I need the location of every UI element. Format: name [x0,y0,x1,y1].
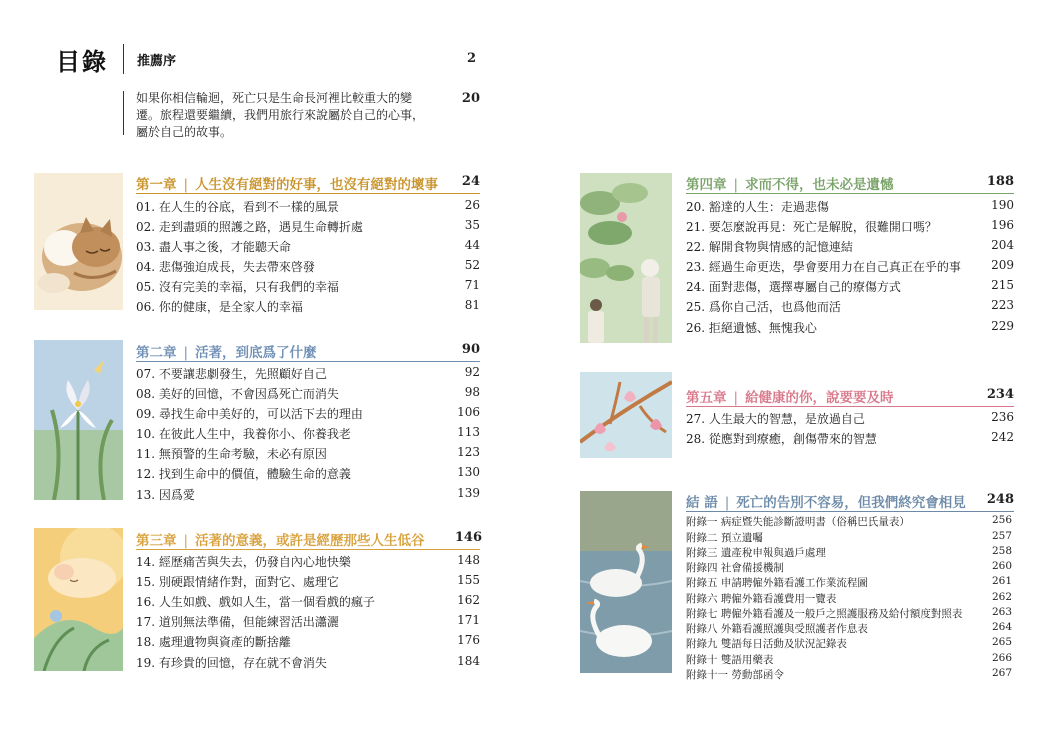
intro-line: 如果你相信輪迴，死亡只是生命長河裡比較重大的變 [136,91,413,105]
title-divider [123,44,124,74]
toc-entry-page: 236 [991,410,1014,424]
conclusion-underline [686,511,1014,512]
appendix-page: 267 [991,667,1012,679]
chapter-4-heading[interactable]: 第四章 | 求而不得，也未必是遺憾 [686,177,894,193]
chapter-label: 第四章 [686,177,727,193]
toc-entry-page: 184 [457,654,480,668]
appendix-entry[interactable]: 附錄九 雙語每日活動及狀況記錄表 [686,638,847,650]
appendix-page: 257 [991,530,1012,542]
toc-entry[interactable]: 17. 道別無法準備，但能練習活出瀟灑 [136,615,339,629]
appendix-page: 260 [991,560,1012,572]
chapter-label: 第二章 [136,345,177,361]
toc-entry[interactable]: 06. 你的健康，是全家人的幸福 [136,300,303,314]
toc-entry-page: 215 [991,278,1014,292]
toc-entry-page: 162 [457,593,480,607]
toc-entry[interactable]: 28. 從應對到療癒，創傷帶來的智慧 [686,432,877,446]
chapter-title: 活著的意義，或許是經歷那些人生低谷 [195,533,425,549]
chapter-3-image [34,528,123,671]
toc-entry[interactable]: 14. 經歷痛苦與失去，仍發自內心地快樂 [136,555,351,569]
toc-title: 目錄 [56,47,108,76]
toc-entry-page: 139 [457,486,480,500]
toc-entry[interactable]: 25. 爲你自己活，也爲他而活 [686,300,841,314]
toc-entry-page: 98 [464,385,480,399]
toc-entry[interactable]: 11. 無預警的生命考驗，未必有原因 [136,447,327,461]
toc-entry[interactable]: 02. 走到盡頭的照護之路，遇見生命轉折處 [136,220,363,234]
toc-entry[interactable]: 05. 沒有完美的幸福，只有我們的幸福 [136,280,339,294]
conclusion-label: 結 語 [686,495,718,511]
appendix-entry[interactable]: 附錄十一 勞動部函令 [686,669,784,681]
chapter-label: 第五章 [686,390,727,406]
intro-line: 屬於自己的故事。 [136,125,233,139]
chapter-5-image [580,372,672,458]
appendix-entry[interactable]: 附錄十 雙語用藥表 [686,654,774,666]
toc-entry-page: 26 [464,198,480,212]
toc-entry[interactable]: 22. 解開食物與情感的記憶連結 [686,240,853,254]
toc-entry-page: 171 [457,613,480,627]
intro-text[interactable] [136,90,466,141]
appendix-entry[interactable]: 附錄四 社會備援機制 [686,562,784,574]
toc-entry[interactable]: 08. 美好的回憶，不會因爲死亡而消失 [136,387,339,401]
appendix-page: 266 [991,652,1012,664]
toc-entry-page: 190 [991,198,1014,212]
chapter-2-image [34,340,123,500]
intro-line: 遷。旅程還要繼續，我們用旅行來說屬於自己的心事， [136,108,425,122]
toc-entry-page: 92 [464,365,480,379]
chapter-1-underline [136,193,480,194]
chapter-3-heading[interactable]: 第三章 | 活著的意義，或許是經歷那些人生低谷 [136,533,425,549]
magnolia-icon [580,372,672,458]
toc-entry[interactable]: 10. 在彼此人生中，我養你小、你養我老 [136,427,351,441]
chapter-3-page: 146 [454,530,482,545]
toc-entry-page: 106 [457,405,480,419]
toc-entry[interactable]: 19. 有珍貴的回憶，存在就不會消失 [136,656,327,670]
chapter-title: 人生沒有絕對的好事，也沒有絕對的壞事 [195,177,439,193]
appendix-page: 264 [991,621,1012,633]
chapter-5-underline [686,406,1014,407]
chapter-title: 求而不得，也未必是遺憾 [745,177,894,193]
toc-entry[interactable]: 13. 因爲愛 [136,488,195,502]
toc-entry-page: 204 [991,238,1014,252]
toc-entry[interactable]: 03. 盡人事之後，才能聽天命 [136,240,291,254]
appendix-entry[interactable]: 附錄三 遺產稅申報與過戶處理 [686,547,826,559]
appendix-entry[interactable]: 附錄二 預立遺囑 [686,532,763,544]
appendix-entry[interactable]: 附錄八 外籍看護照護與受照護者作息表 [686,623,868,635]
preface-title[interactable]: 推薦序 [137,54,177,69]
toc-entry[interactable]: 01. 在人生的谷底，看到不一樣的風景 [136,200,339,214]
appendix-entry[interactable]: 附錄七 聘僱外籍看護及一般戶之照護服務及給付額度對照表 [686,608,963,620]
toc-entry-page: 35 [464,218,480,232]
swans-icon [580,491,672,673]
appendix-page: 262 [991,591,1012,603]
appendix-page: 261 [991,575,1012,587]
chapter-5-page: 234 [986,387,1014,402]
toc-entry[interactable]: 16. 人生如戲、戲如人生，當一個看戲的瘋子 [136,595,375,609]
chapter-title: 給健康的你，說要要及時 [745,390,894,406]
toc-entry-page: 176 [457,633,480,647]
toc-entry-page: 223 [991,298,1014,312]
conclusion-image [580,491,672,673]
toc-entry-page: 123 [457,445,480,459]
chapter-2-page: 90 [461,342,480,357]
chapter-4-image [580,173,672,343]
preface-page: 2 [466,51,476,66]
appendix-page: 258 [991,545,1012,557]
appendix-entry[interactable]: 附錄五 申請聘僱外籍看護工作業流程圖 [686,577,868,589]
iris-flower-icon [34,340,123,500]
conclusion-heading[interactable]: 結 語 | 死亡的告別不容易，但我們終究會相見 [686,495,966,511]
intro-divider [123,91,124,135]
toc-entry-page: 44 [464,238,480,252]
toc-entry-page: 71 [464,278,480,292]
appendix-entry[interactable]: 附錄一 病症暨失能診斷證明書（俗稱巴氏量表） [686,516,910,528]
toc-entry-page: 229 [991,319,1014,333]
toc-entry[interactable]: 27. 人生最大的智慧，是放過自己 [686,412,865,426]
toc-entry-page: 196 [991,218,1014,232]
toc-entry[interactable]: 07. 不要讓悲劇發生，先照顧好自己 [136,367,327,381]
toc-entry-page: 113 [457,425,480,439]
chapter-1-image [34,173,123,310]
sleeping-cat-icon [34,173,123,310]
chapter-1-heading[interactable]: 第一章 | 人生沒有絕對的好事，也沒有絕對的壞事 [136,177,439,193]
intro-page: 20 [461,91,480,106]
toc-entry[interactable]: 04. 悲傷強迫成長，失去帶來啓發 [136,260,315,274]
appendix-page: 263 [991,606,1012,618]
toc-entry[interactable]: 26. 拒絕遺憾、無愧我心 [686,321,817,335]
conclusion-page: 248 [986,492,1014,507]
toc-entry-page: 155 [457,573,480,587]
chapter-title: 活著，到底爲了什麼 [195,345,317,361]
toc-entry[interactable]: 24. 面對悲傷，選擇專屬自己的療傷方式 [686,280,901,294]
sleeping-hamster-icon [34,528,123,671]
lotus-pond-icon [580,173,672,343]
chapter-5-heading[interactable]: 第五章 | 給健康的你，說要要及時 [686,390,894,406]
conclusion-title: 死亡的告別不容易，但我們終究會相見 [736,495,966,511]
toc-entry[interactable]: 21. 要怎麼說再見：死亡是解脫，很難開口嗎？ [686,220,937,234]
toc-entry-page: 148 [457,553,480,567]
chapter-4-underline [686,193,1014,194]
toc-entry[interactable]: 09. 尋找生命中美好的，可以活下去的理由 [136,407,363,421]
toc-entry-page: 130 [457,465,480,479]
chapter-2-underline [136,361,480,362]
chapter-4-page: 188 [986,174,1014,189]
chapter-3-underline [136,549,480,550]
toc-entry[interactable]: 15. 別硬跟情緒作對，面對它、處理它 [136,575,339,589]
chapter-2-heading[interactable]: 第二章 | 活著，到底爲了什麼 [136,345,317,361]
toc-entry[interactable]: 18. 處理遺物與資產的斷捨離 [136,635,291,649]
toc-entry-page: 242 [991,430,1014,444]
appendix-entry[interactable]: 附錄六 聘僱外籍看護費用一覽表 [686,593,837,605]
appendix-page: 265 [991,636,1012,648]
toc-entry[interactable]: 12. 找到生命中的價值，體驗生命的意義 [136,467,351,481]
toc-entry-page: 52 [464,258,480,272]
toc-entry-page: 209 [991,258,1014,272]
appendix-page: 256 [991,514,1012,526]
toc-entry[interactable]: 23. 經過生命更迭，學會要用力在自己真正在乎的事 [686,260,961,274]
chapter-label: 第一章 [136,177,177,193]
toc-entry[interactable]: 20. 豁達的人生：走過悲傷 [686,200,829,214]
chapter-1-page: 24 [461,174,480,189]
toc-entry-page: 81 [464,298,480,312]
chapter-label: 第三章 [136,533,177,549]
